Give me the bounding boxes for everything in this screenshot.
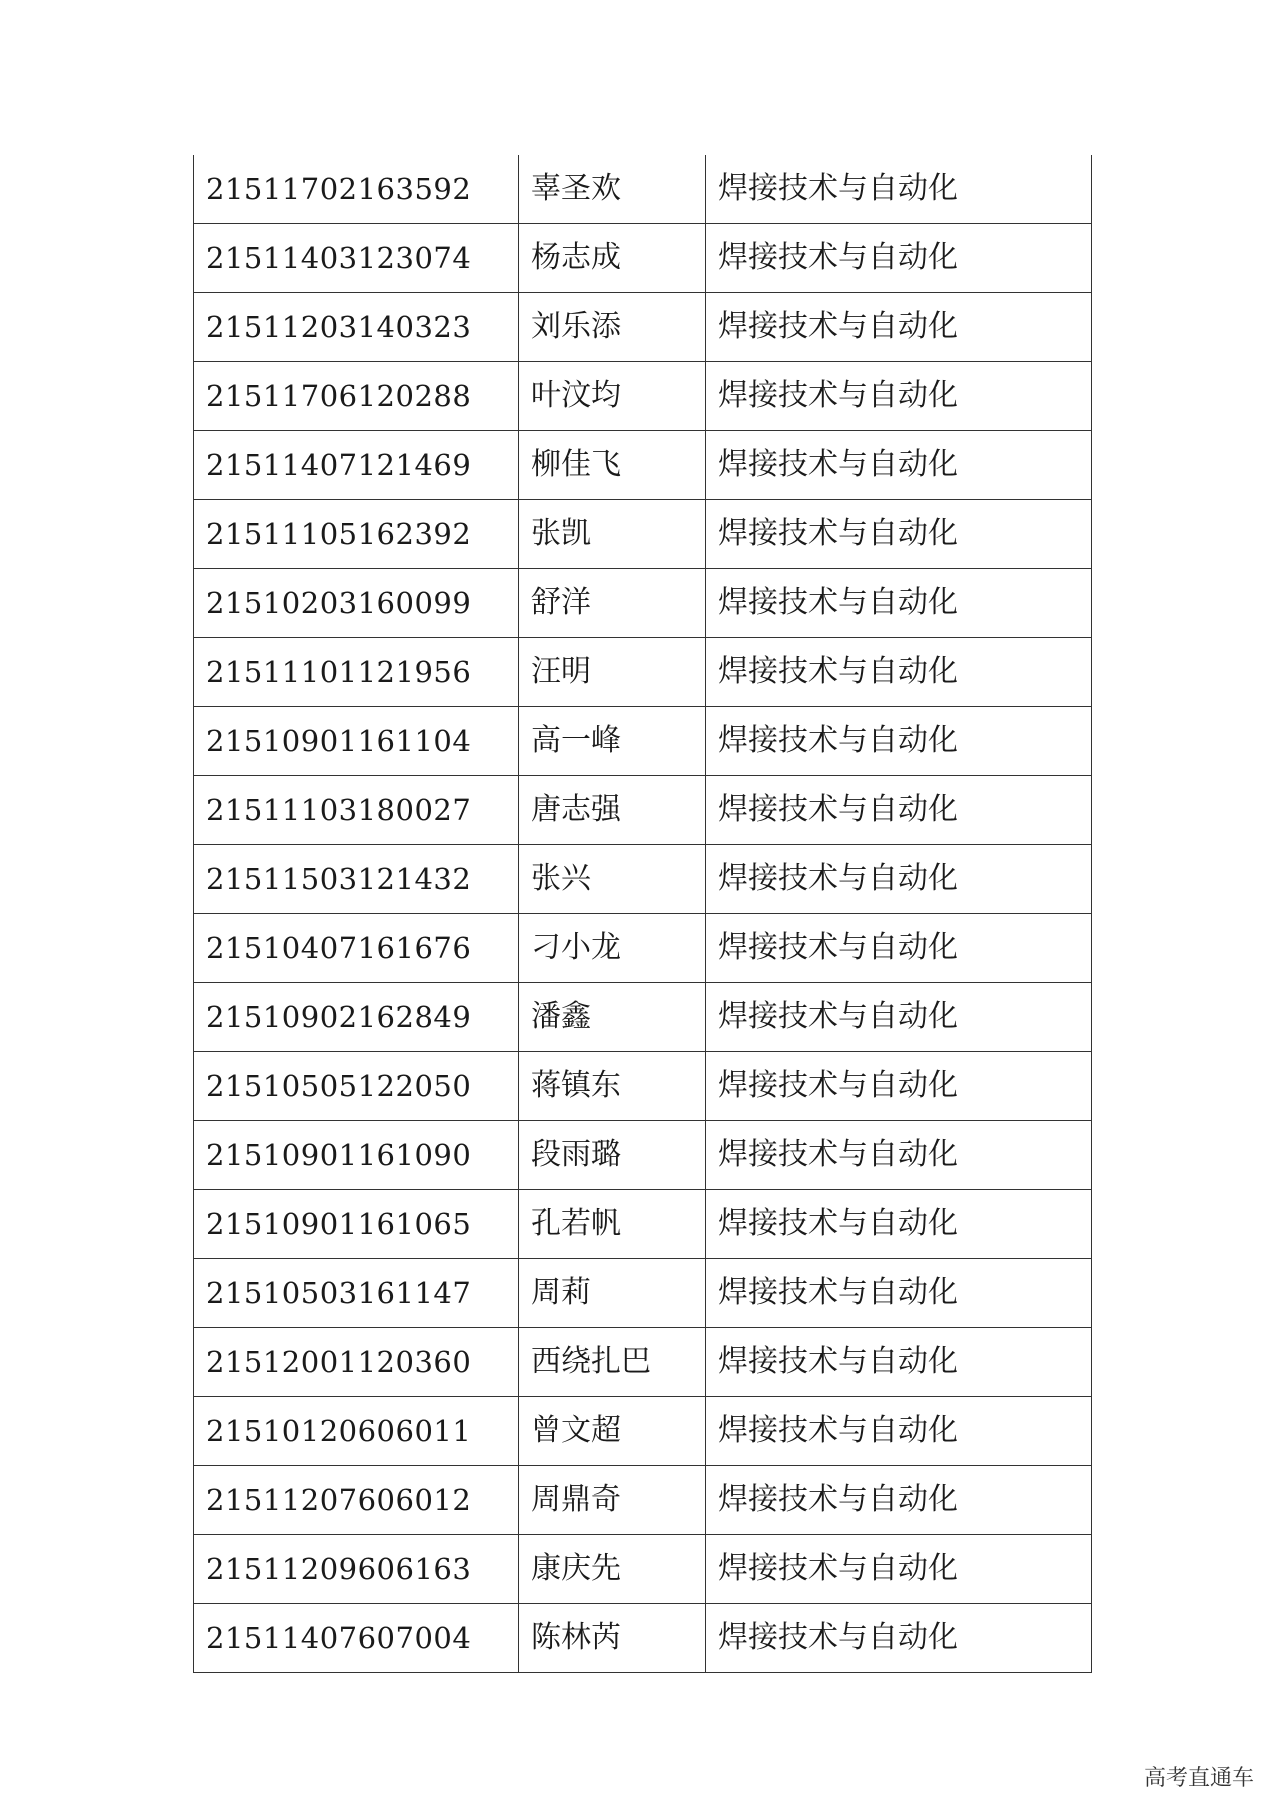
student-name-cell: 段雨璐 [519,1121,706,1190]
student-id-cell: 21511403123074 [194,224,519,293]
student-id-cell: 21510902162849 [194,983,519,1052]
student-name-cell: 刘乐添 [519,293,706,362]
student-name-cell: 张兴 [519,845,706,914]
major-cell: 焊接技术与自动化 [706,1604,1092,1673]
table-row [194,1052,1092,1121]
student-name-cell: 西绕扎巴 [519,1328,706,1397]
major-cell: 焊接技术与自动化 [706,1121,1092,1190]
table-row [194,1466,1092,1535]
student-list-table [193,155,1092,1673]
student-id-cell: 21512001120360 [194,1328,519,1397]
major-cell: 焊接技术与自动化 [706,431,1092,500]
watermark-text: 高考直通车 [1143,1766,1254,1791]
major-cell: 焊接技术与自动化 [706,776,1092,845]
table-row [194,1328,1092,1397]
major-cell: 焊接技术与自动化 [706,983,1092,1052]
student-id-cell: 21511207606012 [194,1466,519,1535]
major-cell: 焊接技术与自动化 [706,1466,1092,1535]
major-cell: 焊接技术与自动化 [706,914,1092,983]
major-cell: 焊接技术与自动化 [706,1397,1092,1466]
student-id-cell: 21510505122050 [194,1052,519,1121]
table-row [194,983,1092,1052]
student-id-cell: 21511101121956 [194,638,519,707]
student-id-cell: 21510407161676 [194,914,519,983]
major-cell: 焊接技术与自动化 [706,569,1092,638]
student-name-cell: 康庆先 [519,1535,706,1604]
major-cell: 焊接技术与自动化 [706,500,1092,569]
student-name-cell: 周莉 [519,1259,706,1328]
table-row [194,1190,1092,1259]
student-id-cell: 21511702163592 [194,155,519,224]
student-name-cell: 柳佳飞 [519,431,706,500]
student-name-cell: 孔若帆 [519,1190,706,1259]
major-cell: 焊接技术与自动化 [706,1328,1092,1397]
student-name-cell: 曾文超 [519,1397,706,1466]
student-name-cell: 叶汶均 [519,362,706,431]
table-row [194,1121,1092,1190]
table-row [194,776,1092,845]
student-id-cell: 21511407121469 [194,431,519,500]
student-id-cell: 21510203160099 [194,569,519,638]
table-row [194,293,1092,362]
student-name-cell: 陈林芮 [519,1604,706,1673]
student-id-cell: 21511407607004 [194,1604,519,1673]
major-cell: 焊接技术与自动化 [706,224,1092,293]
student-name-cell: 高一峰 [519,707,706,776]
student-name-cell: 杨志成 [519,224,706,293]
table-row [194,845,1092,914]
student-name-cell: 唐志强 [519,776,706,845]
table-row [194,362,1092,431]
table-row [194,1397,1092,1466]
student-name-cell: 张凯 [519,500,706,569]
table-row [194,914,1092,983]
student-name-cell: 蒋镇东 [519,1052,706,1121]
major-cell: 焊接技术与自动化 [706,1052,1092,1121]
table-row [194,431,1092,500]
major-cell: 焊接技术与自动化 [706,1190,1092,1259]
table-row [194,155,1092,224]
student-id-cell: 21511103180027 [194,776,519,845]
student-id-cell: 21511105162392 [194,500,519,569]
student-id-cell: 21511209606163 [194,1535,519,1604]
student-name-cell: 潘鑫 [519,983,706,1052]
student-id-cell: 21510120606011 [194,1397,519,1466]
major-cell: 焊接技术与自动化 [706,155,1092,224]
student-id-cell: 21510901161090 [194,1121,519,1190]
student-id-cell: 21511706120288 [194,362,519,431]
major-cell: 焊接技术与自动化 [706,638,1092,707]
table-row [194,224,1092,293]
table-row [194,1604,1092,1673]
student-id-cell: 21510503161147 [194,1259,519,1328]
table-row [194,638,1092,707]
student-id-cell: 21511203140323 [194,293,519,362]
student-name-cell: 辜圣欢 [519,155,706,224]
table-row [194,569,1092,638]
major-cell: 焊接技术与自动化 [706,1535,1092,1604]
major-cell: 焊接技术与自动化 [706,845,1092,914]
student-id-cell: 21510901161104 [194,707,519,776]
table-row [194,1535,1092,1604]
major-cell: 焊接技术与自动化 [706,362,1092,431]
student-name-cell: 刁小龙 [519,914,706,983]
table-row [194,500,1092,569]
table-row [194,707,1092,776]
table-body [194,155,1092,1673]
major-cell: 焊接技术与自动化 [706,293,1092,362]
student-name-cell: 舒洋 [519,569,706,638]
student-name-cell: 汪明 [519,638,706,707]
student-id-cell: 21510901161065 [194,1190,519,1259]
major-cell: 焊接技术与自动化 [706,707,1092,776]
table-row [194,1259,1092,1328]
student-name-cell: 周鼎奇 [519,1466,706,1535]
major-cell: 焊接技术与自动化 [706,1259,1092,1328]
student-id-cell: 21511503121432 [194,845,519,914]
